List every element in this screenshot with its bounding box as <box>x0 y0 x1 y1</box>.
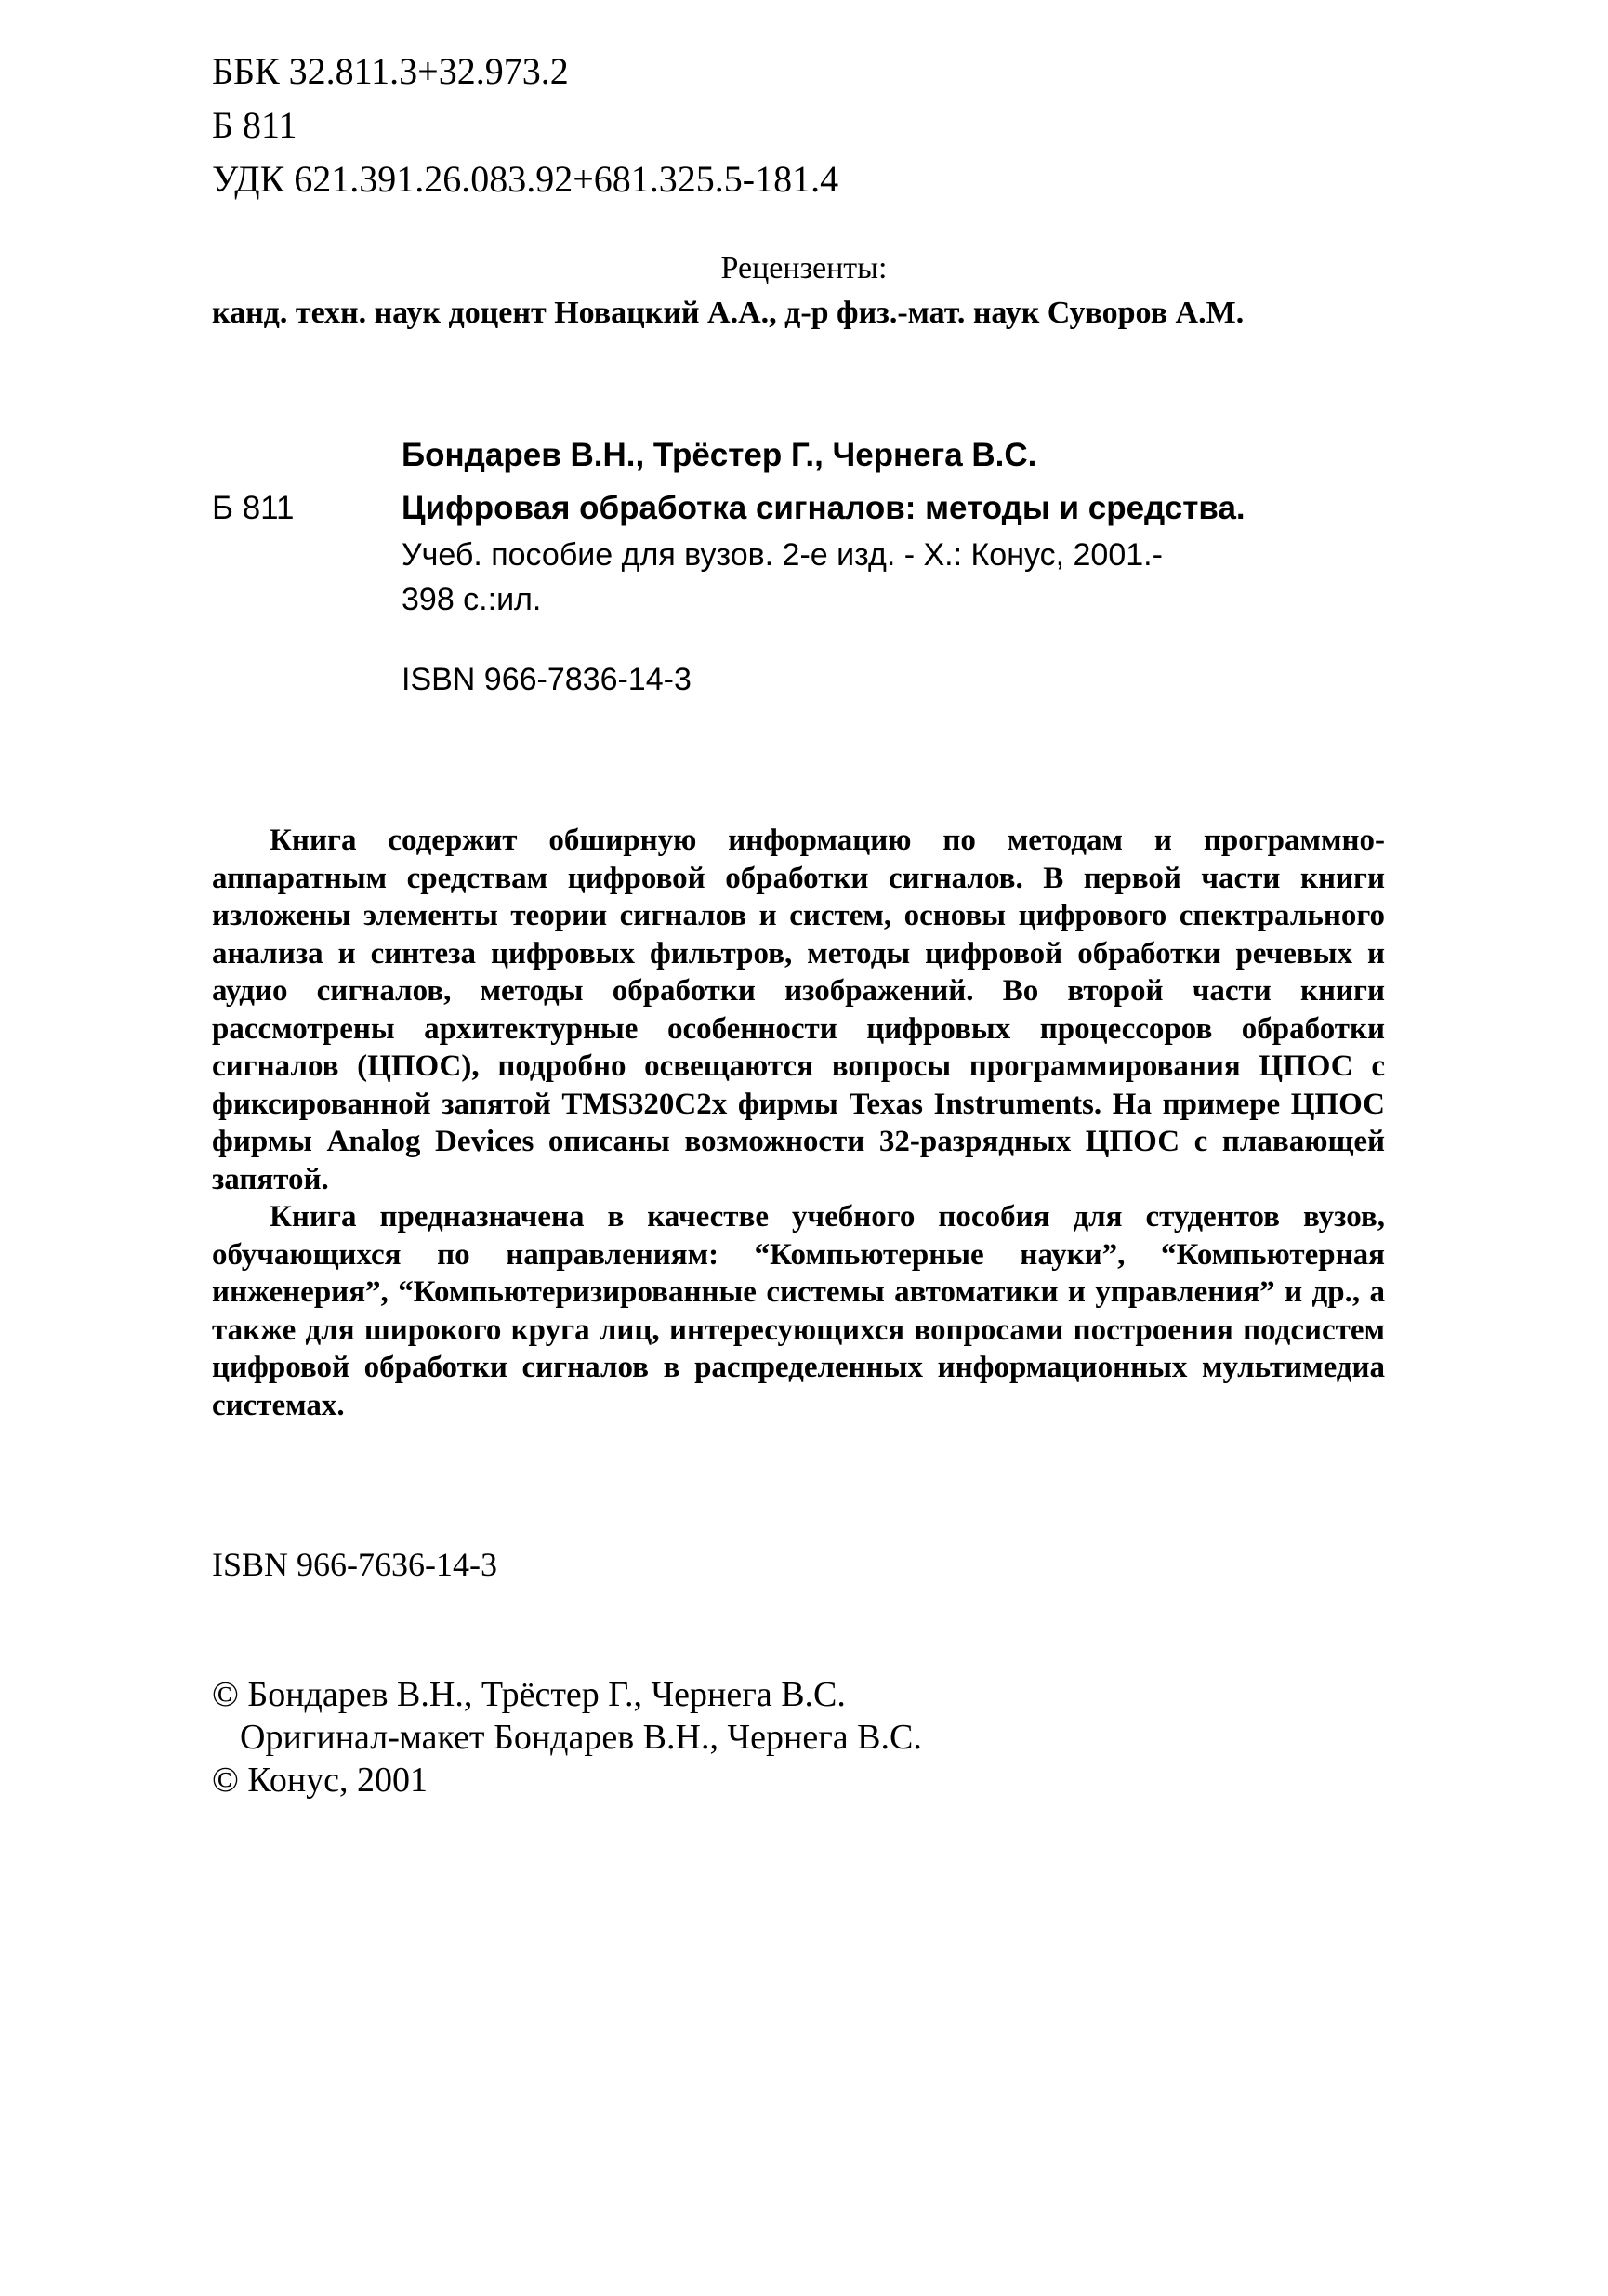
udk-code: УДК 621.391.26.083.92+681.325.5-181.4 <box>212 158 839 200</box>
copyright-publisher: © Конус, 2001 <box>212 1761 428 1800</box>
page-count: 398 с.:ил. <box>402 582 542 617</box>
classification-codes <box>212 45 838 206</box>
book-authors: Бондарев В.Н., Трёстер Г., Чернега В.С. <box>402 437 1037 473</box>
author-mark: Б 811 <box>212 104 297 146</box>
reviewers-names: канд. техн. наук доцент Новацкий А.А., д-р физ.-мат. наук Суворов А.М. <box>212 296 1245 330</box>
edition-info: Учеб. пособие для вузов. 2-е изд. - Х.: Конус, 2001.- <box>402 537 1163 573</box>
book-title: Цифровая обработка сигналов: методы и средства. <box>402 490 1246 526</box>
bbk-code: ББК 32.811.3+32.973.2 <box>212 50 569 92</box>
isbn-bottom: ISBN 966-7636-14-3 <box>212 1546 497 1583</box>
abstract-paragraph: Книга предназначена в качестве учебного пособия для студентов вузов, обучающихся по направлениям: “Компьютерные науки”, “Компьютерная инженерия”, “Компьютеризированные системы автоматики и управления” и др., а также для широкого круга лиц, интересующихся вопросами построения подсистем цифровой обработки сигналов в распределенных информационных мультимедиа системах. <box>212 1200 1385 1422</box>
copyright-block <box>212 1673 922 1801</box>
bibliographic-code: Б 811 <box>212 490 295 526</box>
abstract <box>212 822 1385 1424</box>
isbn-top: ISBN 966-7836-14-3 <box>402 662 692 697</box>
reviewers-heading: Рецензенты: <box>720 251 888 285</box>
layout-credit: Оригинал-макет Бондарев В.Н., Чернега В.С. <box>240 1718 922 1757</box>
copyright-authors: © Бондарев В.Н., Трёстер Г., Чернега В.С. <box>212 1675 846 1714</box>
abstract-paragraph: Книга содержит обширную информацию по методам и программно-аппаратным средствам цифровой обработки сигналов. В первой части книги изложены элементы теории сигналов и систем, основы цифрового спектрального анализа и синтеза цифровых фильтров, методы цифровой обработки речевых и аудио сигналов, методы обработки изображений. Во второй части книги рассмотрены архитектурные особенности цифровых процессоров обработки сигналов (ЦПОС), подробно освещаются вопросы программирования ЦПОС с фиксированной запятой TMS320C2x фирмы Texas Instruments. На примере ЦПОС фирмы Analog Devices описаны возможности 32-разрядных ЦПОС с плавающей запятой. <box>212 824 1385 1196</box>
